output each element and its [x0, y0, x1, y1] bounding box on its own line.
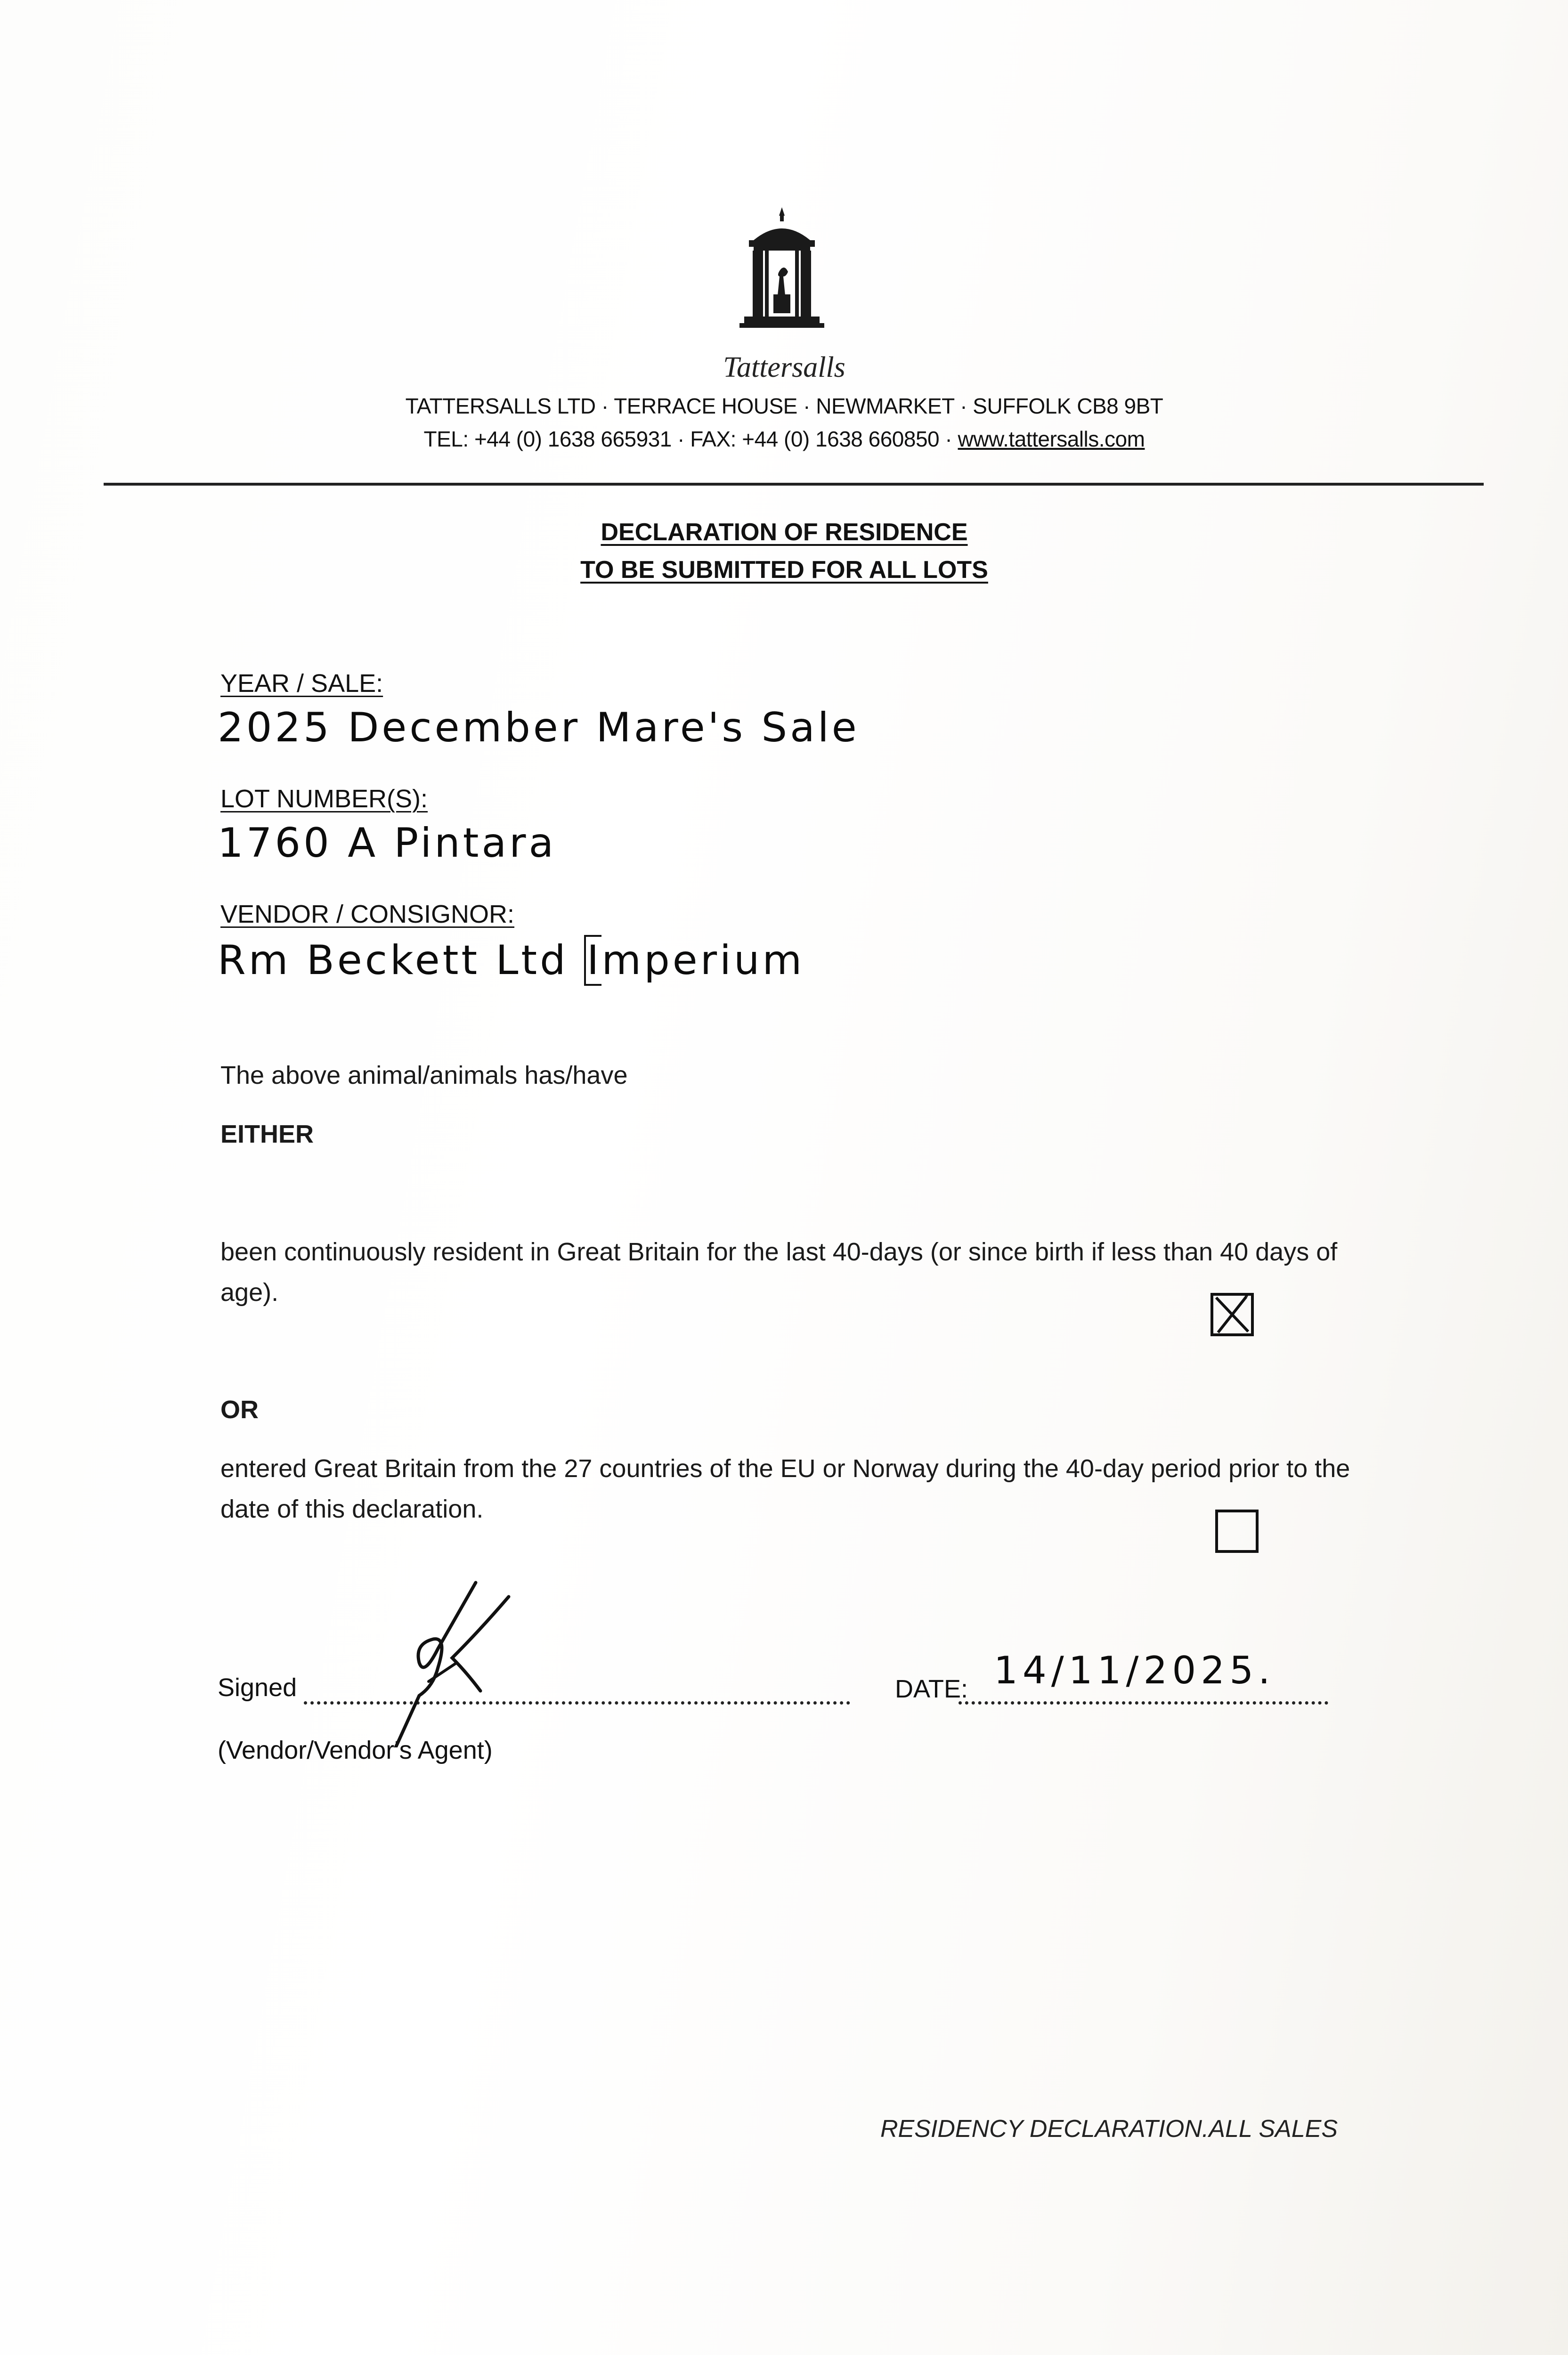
vendor-agent-caption: (Vendor/Vendor's Agent) — [218, 1736, 493, 1764]
document-subtitle: TO BE SUBMITTED FOR ALL LOTS — [580, 556, 988, 584]
header-divider — [104, 483, 1484, 486]
vendor-consignor-label: VENDOR / CONSIGNOR: — [220, 900, 515, 928]
signed-label: Signed — [218, 1673, 297, 1702]
year-sale-field[interactable]: 2025 December Mare's Sale — [218, 704, 860, 751]
vendor-consignor-field[interactable] — [218, 935, 804, 986]
date-label: DATE: — [895, 1675, 968, 1703]
lot-number-field[interactable]: 1760 A Pintara — [218, 820, 557, 867]
vendor-value-mark: I — [584, 935, 601, 986]
company-phones: TEL: +44 (0) 1638 665931 · FAX: +44 (0) 1638 660850 · — [423, 427, 958, 451]
company-address: TATTERSALLS LTD · TERRACE HOUSE · NEWMARKET · SUFFOLK CB8 9BT — [405, 394, 1163, 418]
year-sale-label: YEAR / SALE: — [220, 669, 383, 698]
option-resident-text: been continuously resident in Great Britain for the last 40-days (or since birth if less than 40 days of age). — [220, 1238, 1338, 1307]
option-entered-text: entered Great Britain from the 27 countries of the EU or Norway during the 40-day period prior to the date of this declaration. — [220, 1454, 1350, 1523]
date-field[interactable]: 14/11/2025. — [994, 1648, 1275, 1692]
lot-number-label: LOT NUMBER(S): — [220, 785, 428, 813]
or-heading: OR — [220, 1396, 259, 1424]
statement-intro: The above animal/animals has/have — [220, 1061, 628, 1089]
signature-scribble-icon — [367, 1578, 518, 1747]
vendor-value-prefix: Rm Beckett Ltd — [218, 937, 585, 984]
website-link[interactable]: www.tattersalls.com — [958, 427, 1145, 451]
document-title: DECLARATION OF RESIDENCE — [601, 519, 968, 546]
date-line — [959, 1701, 1328, 1705]
option-entered-checkbox[interactable] — [1215, 1510, 1259, 1553]
form-reference: RESIDENCY DECLARATION.ALL SALES — [880, 2115, 1338, 2143]
tattersalls-logo-icon — [735, 207, 829, 349]
either-heading: EITHER — [220, 1120, 314, 1148]
checkbox-tick-stroke — [1246, 1293, 1249, 1297]
option-resident-checkbox[interactable] — [1211, 1293, 1254, 1336]
company-contact — [283, 426, 1286, 452]
vendor-value-suffix: mperium — [601, 937, 805, 984]
brand-name: Tattersalls — [723, 351, 845, 383]
